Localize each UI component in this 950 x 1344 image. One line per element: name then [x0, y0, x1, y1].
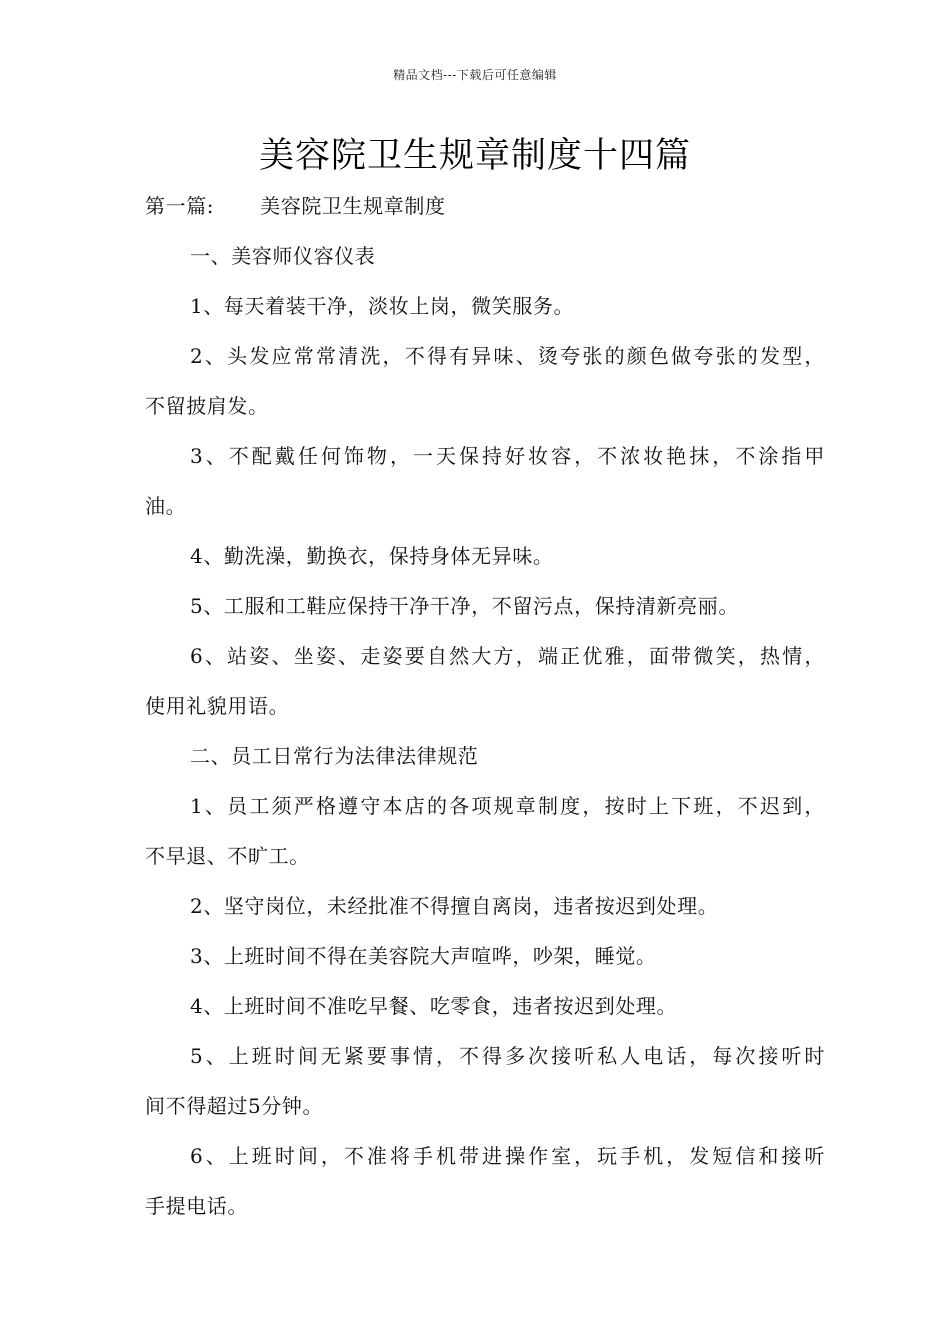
paragraph-line: 4、上班时间不准吃早餐、吃零食，违者按迟到处理。	[190, 994, 678, 1018]
paragraph-line: 手提电话。	[145, 1194, 248, 1218]
chapter-heading	[145, 181, 825, 231]
section-heading: 一、美容师仪容仪表	[190, 244, 376, 268]
paragraph-line: 使用礼貌用语。	[145, 694, 290, 718]
paragraph-line: 6、上班时间，不准将手机带进操作室，玩手机，发短信和接听	[190, 1144, 825, 1168]
paragraph-line: 2、坚守岗位，未经批准不得擅自离岗，违者按迟到处理。	[190, 894, 719, 918]
paragraph-line: 2、头发应常常清洗，不得有异味、烫夸张的颜色做夸张的发型，	[190, 344, 825, 368]
section-heading: 二、员工日常行为法律法律规范	[190, 744, 479, 768]
paragraph-line: 1、每天着装干净，淡妆上岗，微笑服务。	[190, 294, 575, 318]
paragraph-line: 6、站姿、坐姿、走姿要自然大方，端正优雅，面带微笑，热情，	[190, 644, 825, 668]
paragraph-line: 间不得超过5分钟。	[145, 1094, 324, 1118]
header-note: 精品文档---下载后可任意编辑	[393, 68, 557, 82]
document-title: 美容院卫生规章制度十四篇	[258, 136, 691, 176]
chapter-name: 美容院卫生规章制度	[260, 194, 446, 218]
paragraph-line: 不早退、不旷工。	[145, 844, 310, 868]
paragraph-line: 1、员工须严格遵守本店的各项规章制度，按时上下班，不迟到，	[190, 794, 825, 818]
chapter-label: 第一篇:	[145, 194, 215, 218]
paragraph-line: 不留披肩发。	[145, 394, 269, 418]
paragraph-line: 5、工服和工鞋应保持干净干净，不留污点，保持清新亮丽。	[190, 594, 739, 618]
paragraph-line: 油。	[145, 494, 187, 518]
paragraph-line: 3、不配戴任何饰物，一天保持好妆容，不浓妆艳抹，不涂指甲	[190, 444, 825, 468]
paragraph-line: 3、上班时间不得在美容院大声喧哗，吵架，睡觉。	[190, 944, 657, 968]
paragraph-line: 5、上班时间无紧要事情，不得多次接听私人电话，每次接听时	[190, 1044, 825, 1068]
paragraph-line: 4、勤洗澡，勤换衣，保持身体无异味。	[190, 544, 554, 568]
document-body	[145, 181, 825, 1231]
